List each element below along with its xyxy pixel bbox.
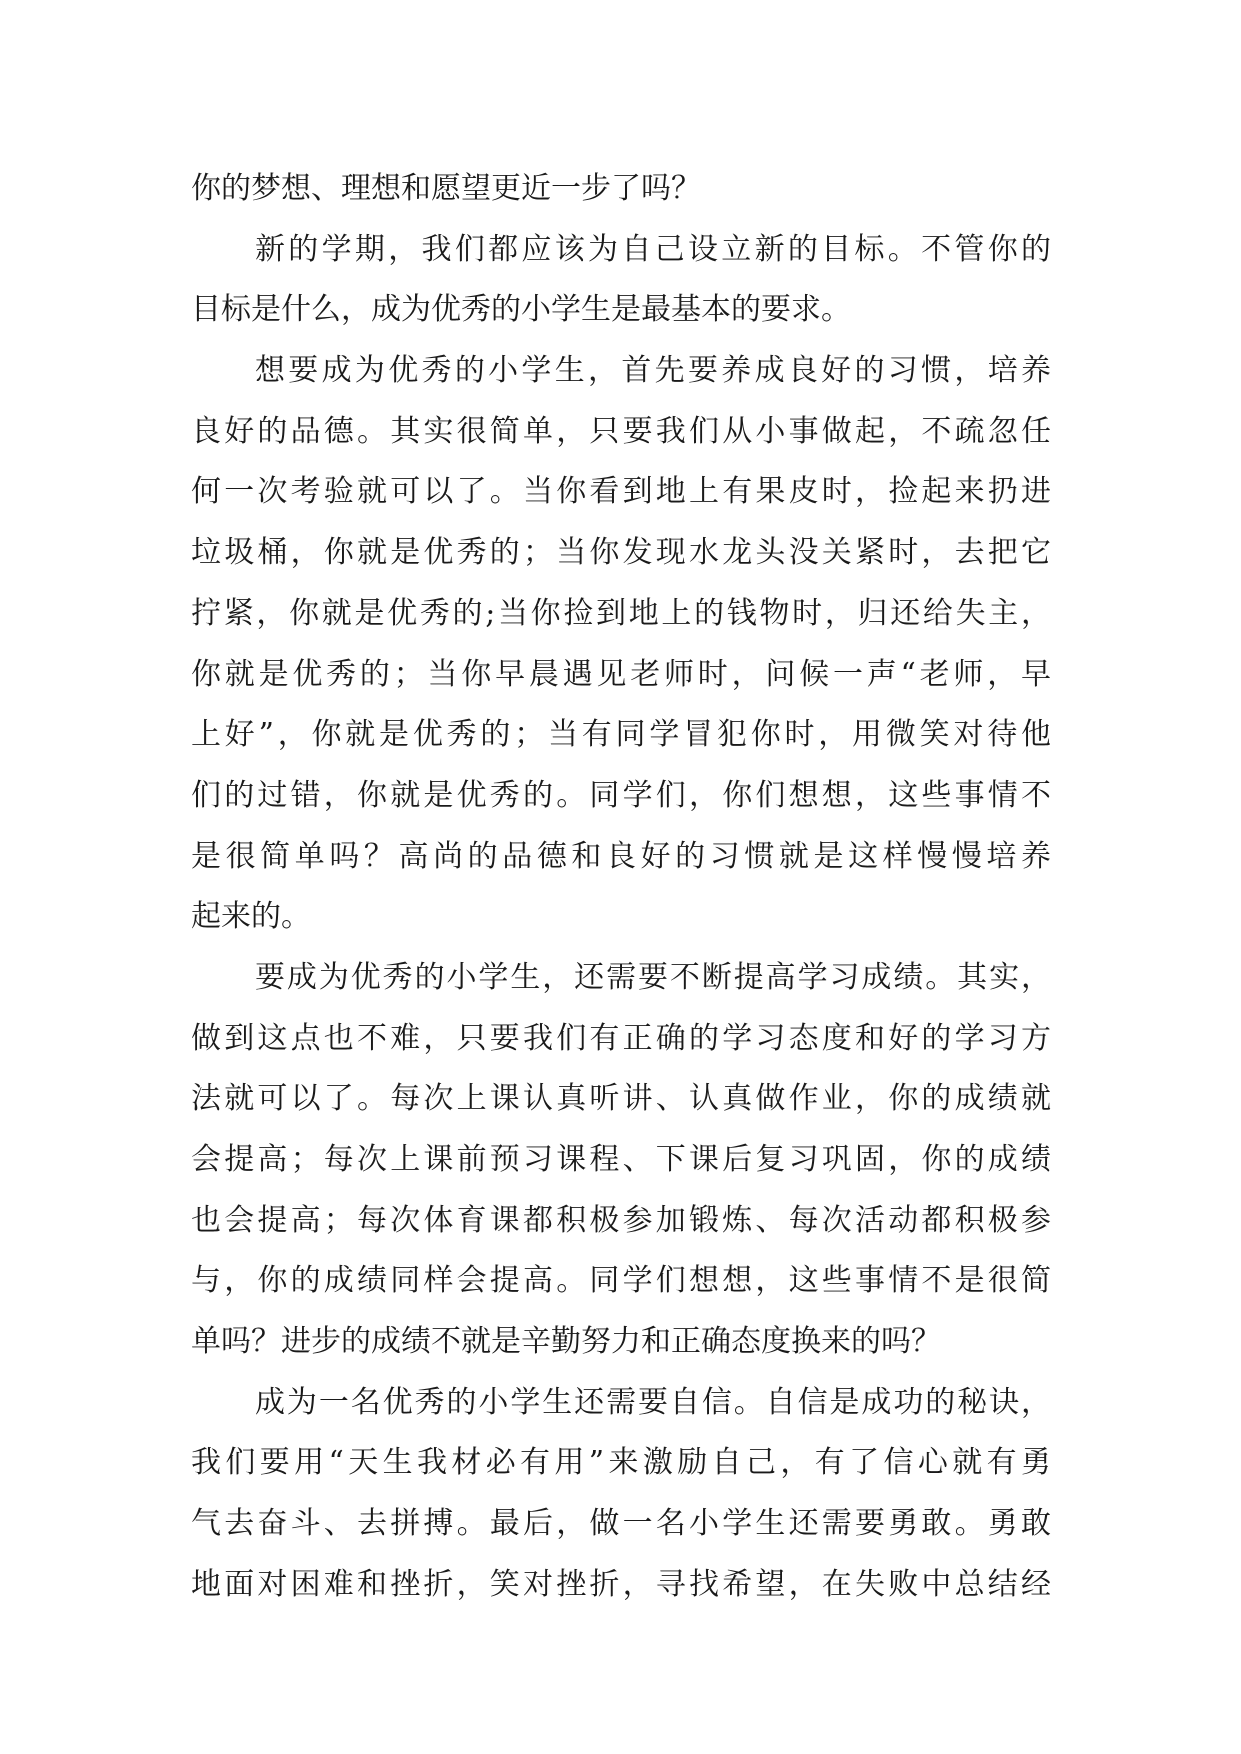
- text-line: 单吗？进步的成绩不就是辛勤努力和正确态度换来的吗？: [191, 1324, 941, 1360]
- text-line: 想要成为优秀的小学生，首先要养成良好的习惯，培养: [255, 353, 1051, 389]
- text-line: 做到这点也不难，只要我们有正确的学习态度和好的学习方: [191, 1020, 1051, 1056]
- text-line: 垃圾桶，你就是优秀的；当你发现水龙头没关紧时，去把它: [191, 535, 1051, 571]
- document-body: [191, 159, 1051, 1616]
- text-line: 拧紧，你就是优秀的;当你捡到地上的钱物时，归还给失主，: [191, 595, 1051, 631]
- text-line: 们的过错，你就是优秀的。同学们，你们想想，这些事情不: [191, 777, 1051, 813]
- text-line: 是很简单吗？高尚的品德和良好的习惯就是这样慢慢培养: [191, 838, 1051, 874]
- text-line: 你就是优秀的；当你早晨遇见老师时，问候一声“老师，早: [191, 656, 1051, 692]
- text-line: 我们要用“天生我材必有用”来激励自己，有了信心就有勇: [191, 1445, 1051, 1481]
- text-line: 新的学期，我们都应该为自己设立新的目标。不管你的: [255, 231, 1051, 267]
- text-line: 成为一名优秀的小学生还需要自信。自信是成功的秘诀，: [255, 1384, 1051, 1420]
- text-line: 法就可以了。每次上课认真听讲、认真做作业，你的成绩就: [191, 1081, 1051, 1117]
- text-line: 与，你的成绩同样会提高。同学们想想，这些事情不是很简: [191, 1263, 1051, 1299]
- text-line: 你的梦想、理想和愿望更近一步了吗？: [191, 171, 701, 206]
- text-line: 也会提高；每次体育课都积极参加锻炼、每次活动都积极参: [191, 1202, 1051, 1238]
- text-line: 良好的品德。其实很简单，只要我们从小事做起，不疏忽任: [191, 413, 1051, 449]
- text-line: 会提高；每次上课前预习课程、下课后复习巩固，你的成绩: [191, 1142, 1051, 1177]
- text-line: 起来的。: [191, 899, 311, 935]
- text-line: 上好”，你就是优秀的；当有同学冒犯你时，用微笑对待他: [191, 717, 1051, 753]
- text-line: 气去奋斗、去拼搏。最后，做一名小学生还需要勇敢。勇敢: [191, 1506, 1051, 1542]
- text-line: 目标是什么，成为优秀的小学生是最基本的要求。: [191, 292, 851, 328]
- text-line: 地面对困难和挫折，笑对挫折，寻找希望，在失败中总结经: [191, 1566, 1051, 1602]
- text-line: 何一次考验就可以了。当你看到地上有果皮时，捡起来扔进: [191, 474, 1051, 510]
- text-line: 要成为优秀的小学生，还需要不断提高学习成绩。其实，: [255, 959, 1051, 995]
